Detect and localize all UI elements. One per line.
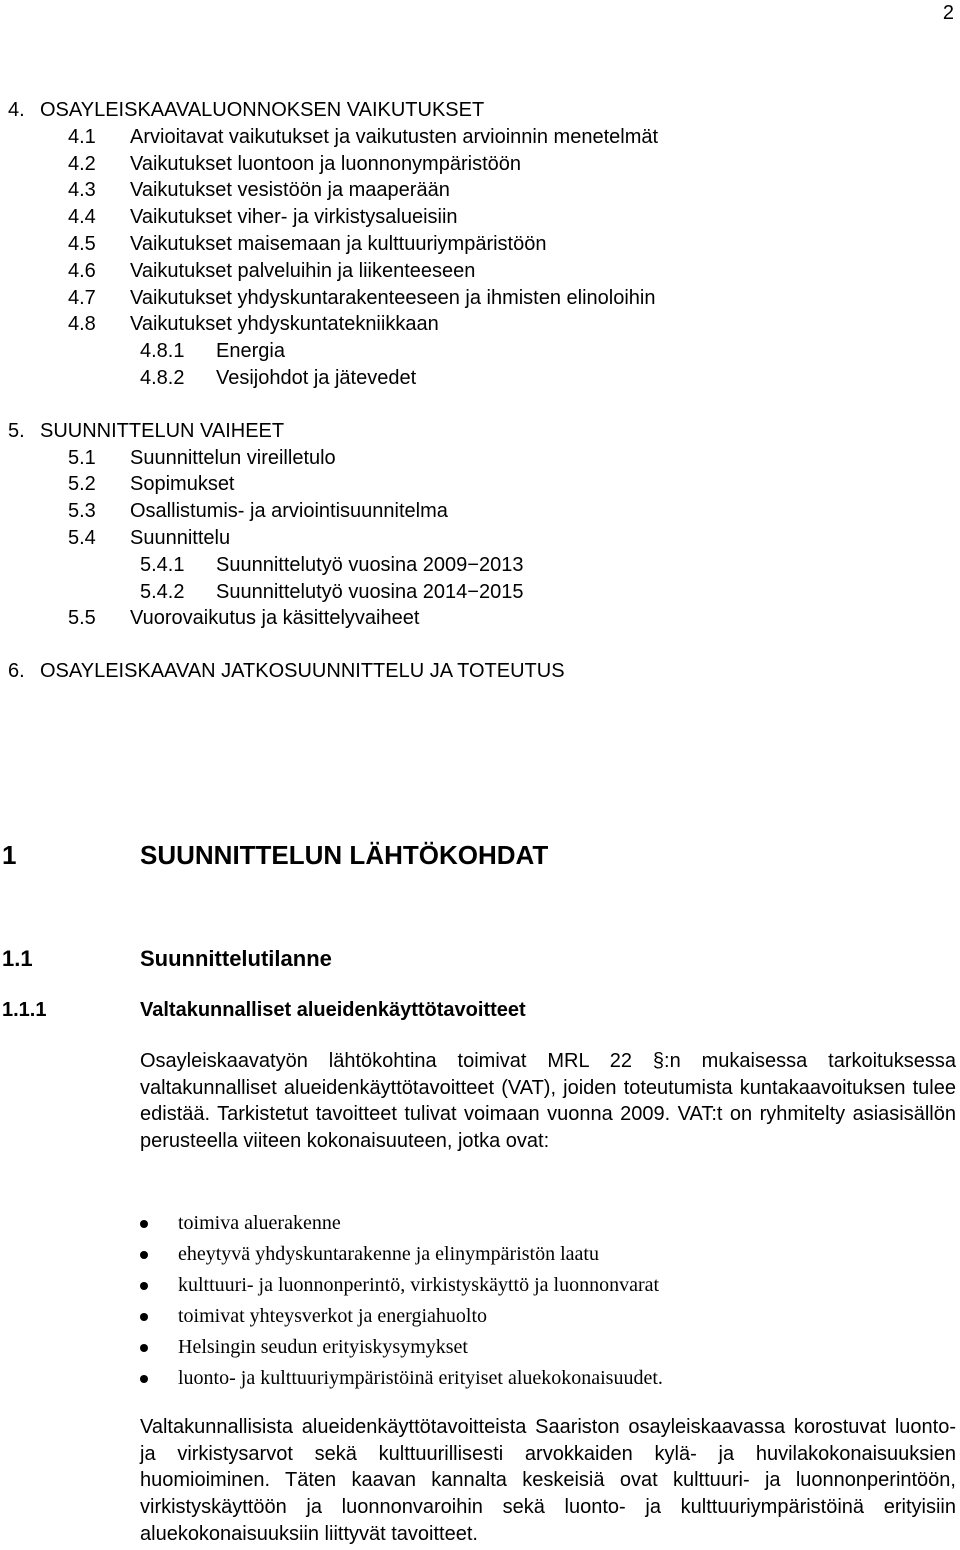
toc-entry-number: 4.7 — [68, 286, 96, 309]
list-item-text: toimiva aluerakenne — [178, 1212, 341, 1234]
toc-entry-number: 5.4.1 — [140, 553, 185, 576]
list-item-text: eheytyvä yhdyskuntarakenne ja elinympäristön laatu — [178, 1243, 599, 1265]
toc-entry-title: Vaikutukset luontoon ja luonnonympäristöön — [130, 152, 521, 175]
toc-entry-number: 4.1 — [68, 125, 96, 148]
toc-entry-number: 4.8 — [68, 313, 96, 336]
toc-entry-number: 5.3 — [68, 500, 96, 523]
bullet-dot-icon — [140, 1220, 148, 1228]
list-item-text: luonto- ja kulttuuriympäristöinä erityiset aluekokonaisuudet. — [178, 1367, 663, 1389]
toc-entry-title: OSAYLEISKAAVAN JATKOSUUNNITTELU JA TOTEUTUS — [40, 660, 565, 683]
list-item-text: kulttuuri- ja luonnonperintö, virkistyskäyttö ja luonnonvarat — [178, 1274, 660, 1296]
toc-entry-title: Vuorovaikutus ja käsittelyvaiheet — [130, 607, 420, 630]
page-number: 2 — [942, 2, 954, 24]
list-item — [140, 1332, 950, 1363]
heading-number: 1 — [2, 840, 17, 870]
toc-entry-title: OSAYLEISKAAVALUONNOKSEN VAIKUTUKSET — [40, 99, 485, 121]
toc-entry-number: 4.4 — [68, 206, 96, 229]
toc-entry-number: 5.4 — [68, 527, 96, 549]
bullet-list — [140, 1208, 950, 1394]
toc-entry-title: Vaikutukset maisemaan ja kulttuuriympäristöön — [130, 233, 547, 255]
toc-entry-title: Suunnittelun vireilletulo — [130, 446, 336, 469]
toc-entry-title: Vaikutukset vesistöön ja maaperään — [130, 179, 450, 202]
heading-title: Valtakunnalliset alueidenkäyttötavoitteet — [140, 999, 526, 1021]
toc-entry-number: 5.2 — [68, 473, 96, 496]
bullet-dot-icon — [140, 1282, 148, 1290]
toc-entry-number: 5.1 — [68, 446, 96, 469]
toc-entry-number: 5. — [8, 419, 25, 442]
toc-entry-number: 4.5 — [68, 233, 96, 255]
heading-title: Suunnittelutilanne — [140, 946, 332, 971]
list-item — [140, 1208, 950, 1239]
table-of-contents — [0, 0, 960, 700]
heading-number: 1.1 — [2, 946, 33, 971]
toc-entry-number: 4.8.1 — [140, 340, 185, 363]
toc-entry-title: Arvioitavat vaikutukset ja vaikutusten arvioinnin menetelmät — [130, 125, 659, 148]
toc-entry-number: 4.2 — [68, 152, 96, 175]
list-item-text: toimivat yhteysverkot ja energiahuolto — [178, 1305, 488, 1327]
bullet-dot-icon — [140, 1251, 148, 1259]
bullet-dot-icon — [140, 1375, 148, 1383]
list-item-text: Helsingin seudun erityiskysymykset — [178, 1336, 468, 1358]
toc-entry-number: 5.5 — [68, 607, 96, 630]
toc-entry-number: 5.4.2 — [140, 580, 185, 603]
list-item — [140, 1270, 950, 1301]
heading-title: SUUNNITTELUN LÄHTÖKOHDAT — [140, 840, 549, 870]
toc-entry-number: 4.8.2 — [140, 367, 185, 389]
toc-entry-number: 6. — [8, 660, 25, 683]
body-paragraph-saaristo: Valtakunnallisista alueidenkäyttötavoitteista Saariston osayleiskaavassa korostuvat luonto- ja virkistysarvot sekä kulttuurillisesti arvokkaiden kylä- ja huvilakokonaisuuksien huomioiminen. Täten kaavan kannalta keskeisiä ovat kulttuuri- ja luonnonperintöön, virkistyskäyttöön ja luonnonvaroihin sekä luonto- ja kulttuuriympäristöinä erityisiin aluekokonaisuuksiin liittyvät tavoitteet. — [140, 1416, 956, 1545]
toc-entry-number: 4.6 — [68, 259, 96, 282]
toc-entry-title: SUUNNITTELUN VAIHEET — [40, 419, 285, 442]
toc-entry-title: Vaikutukset palveluihin ja liikenteeseen — [130, 259, 476, 282]
toc-entry-title: Osallistumis- ja arviointisuunnitelma — [130, 500, 448, 523]
list-item — [140, 1301, 950, 1332]
heading-number: 1.1.1 — [2, 999, 47, 1021]
toc-entry-title: Vaikutukset yhdyskuntarakenteeseen ja ihmisten elinoloihin — [130, 286, 656, 309]
toc-entry-title: Suunnittelutyö vuosina 2009−2013 — [216, 553, 524, 576]
toc-entry-title: Suunnittelu — [130, 527, 231, 549]
toc-entry-title: Vaikutukset yhdyskuntatekniikkaan — [130, 313, 439, 336]
toc-entry-title: Vesijohdot ja jätevedet — [216, 367, 417, 389]
toc-entry-title: Suunnittelutyö vuosina 2014−2015 — [216, 580, 524, 603]
toc-entry-title: Energia — [216, 340, 285, 363]
body-paragraph-intro: Osayleiskaavatyön lähtökohtina toimivat MRL 22 §:n mukaisessa tarkoituksessa valtakunnalliset alueidenkäyttötavoitteet (VAT), joiden toteutumista kuntakaavoituksen tulee edistää. Tarkistetut tavoitteet tulivat voimaan vuonna 2009. VAT:t on ryhmitelty asiasisällön perusteella viiteen kokonaisuuteen, jotka ovat: — [140, 1050, 956, 1153]
toc-entry-number: 4. — [8, 99, 25, 121]
bullet-dot-icon — [140, 1313, 148, 1321]
bullet-dot-icon — [140, 1344, 148, 1352]
toc-entry-title: Sopimukset — [130, 473, 235, 496]
list-item — [140, 1239, 950, 1270]
toc-entry-number: 4.3 — [68, 179, 96, 202]
toc-entry-title: Vaikutukset viher- ja virkistysalueisiin — [130, 206, 458, 229]
list-item — [140, 1363, 950, 1394]
